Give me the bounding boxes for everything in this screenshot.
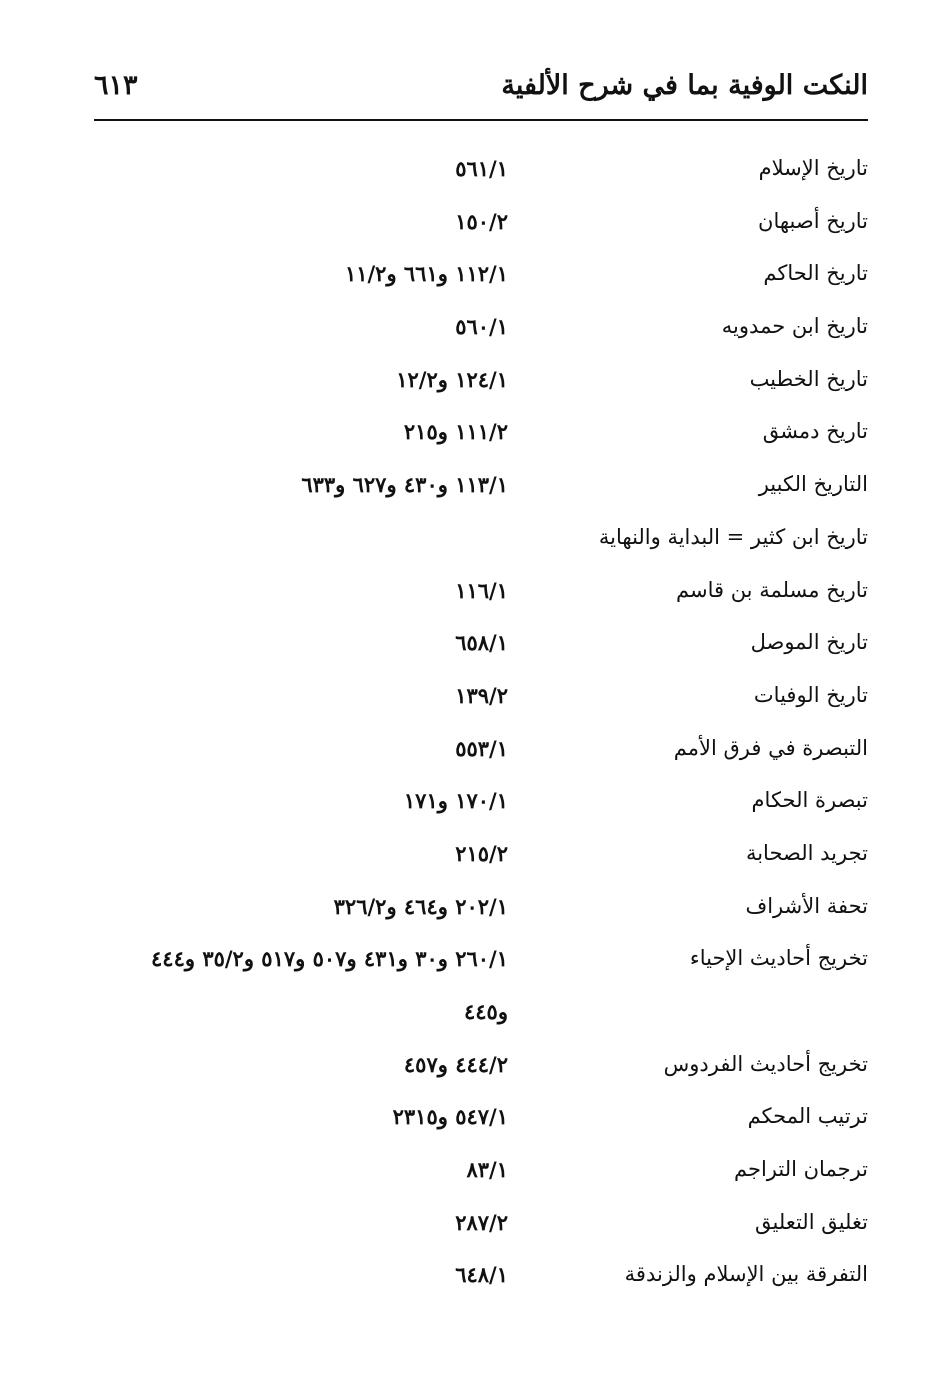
index-entry <box>94 519 868 572</box>
index-entry <box>94 308 868 361</box>
entry-term: تاريخ الإسلام <box>758 156 868 180</box>
entry-refs: ١٣٩/٢ <box>455 682 508 708</box>
entry-refs: ٥٦٠/١ <box>455 314 508 340</box>
entry-term: التبصرة في فرق الأمم <box>673 735 868 760</box>
index-entry <box>94 1256 868 1309</box>
entry-refs: ٢١٥/٢ <box>455 840 508 866</box>
entry-term: تاريخ الحاكم <box>763 261 868 286</box>
entry-refs: ٥٦١/١ <box>455 156 508 181</box>
entry-term: تحفة الأشراف <box>745 893 868 918</box>
entry-refs: ٢٨٧/٢ <box>455 1209 508 1235</box>
page-header <box>94 70 868 116</box>
index-entry <box>94 677 868 730</box>
index-entry <box>94 835 868 888</box>
index-entry <box>94 361 868 414</box>
entry-term: تاريخ دمشق <box>762 419 868 444</box>
header-rule <box>94 119 868 121</box>
entry-refs: ١١١/٢ و٢١٥ <box>403 419 508 445</box>
page-number: ٦١٣ <box>94 70 138 101</box>
entry-refs: ٥٥٣/١ <box>455 735 508 761</box>
entry-refs: ٨٣/١ <box>466 1157 508 1183</box>
entry-refs: ١١٣/١ و٤٣٠ و٦٢٧ و٦٣٣ <box>301 472 508 498</box>
entry-term: تاريخ ابن كثير = البداية والنهاية <box>598 524 868 549</box>
index-entry <box>94 203 868 256</box>
index-entry <box>94 1151 868 1204</box>
index-entry <box>94 413 868 466</box>
entry-refs: ٤٤٤/٢ و٤٥٧ <box>403 1051 508 1077</box>
index-list <box>94 150 868 1309</box>
entry-term: تاريخ مسلمة بن قاسم <box>676 577 868 602</box>
entry-refs: ١١٦/١ <box>455 577 508 603</box>
entry-term: تاريخ الوفيات <box>753 682 868 707</box>
entry-term: تاريخ أصبهان <box>758 208 868 233</box>
entry-refs: ٢٠٢/١ و٤٦٤ و٣٢٦/٢ <box>333 893 508 919</box>
entry-refs: ٦٥٨/١ <box>455 630 508 656</box>
entry-term: تاريخ الموصل <box>750 630 868 655</box>
entry-term: ترتيب المحكم <box>747 1104 868 1129</box>
entry-term: تاريخ الخطيب <box>749 366 868 391</box>
entry-refs: و٤٤٥ <box>464 999 508 1024</box>
index-entry <box>94 782 868 835</box>
entry-term: التاريخ الكبير <box>758 472 868 497</box>
index-entry <box>94 1204 868 1257</box>
index-entry <box>94 150 868 203</box>
entry-term: التفرقة بين الإسلام والزندقة <box>624 1262 868 1287</box>
entry-term: تغليق التعليق <box>755 1209 868 1234</box>
entry-term: ترجمان التراجم <box>734 1157 868 1182</box>
entry-refs: ١١٢/١ و٦٦١ و١١/٢ <box>344 261 508 287</box>
index-entry <box>94 624 868 677</box>
index-entry <box>94 1046 868 1099</box>
entry-term: تجريد الصحابة <box>745 840 868 865</box>
index-entry-continuation <box>94 993 868 1046</box>
index-entry <box>94 1098 868 1151</box>
entry-refs: ٥٤٧/١ و٢٣١٥ <box>392 1104 508 1130</box>
running-title: النكت الوفية بما في شرح الألفية <box>501 70 868 101</box>
index-entry <box>94 888 868 941</box>
entry-refs: ١٧٠/١ و١٧١ <box>403 788 508 814</box>
entry-refs: ١٥٠/٢ <box>455 208 508 234</box>
index-entry <box>94 466 868 519</box>
index-entry <box>94 255 868 308</box>
entry-refs: ٢٦٠/١ و٣٠ و٤٣١ و٥٠٧ و٥١٧ و٣٥/٢ و٤٤٤ <box>151 946 508 972</box>
entry-term: تبصرة الحكام <box>751 788 868 813</box>
entry-refs: ٦٤٨/١ <box>455 1262 508 1288</box>
index-entry <box>94 730 868 783</box>
entry-term: تخريج أحاديث الفردوس <box>663 1051 868 1076</box>
entry-term: تاريخ ابن حمدويه <box>721 314 868 339</box>
entry-refs: ١٢٤/١ و١٢/٢ <box>396 366 508 392</box>
index-entry <box>94 572 868 625</box>
index-entry <box>94 940 868 993</box>
entry-term: تخريج أحاديث الإحياء <box>689 946 868 971</box>
